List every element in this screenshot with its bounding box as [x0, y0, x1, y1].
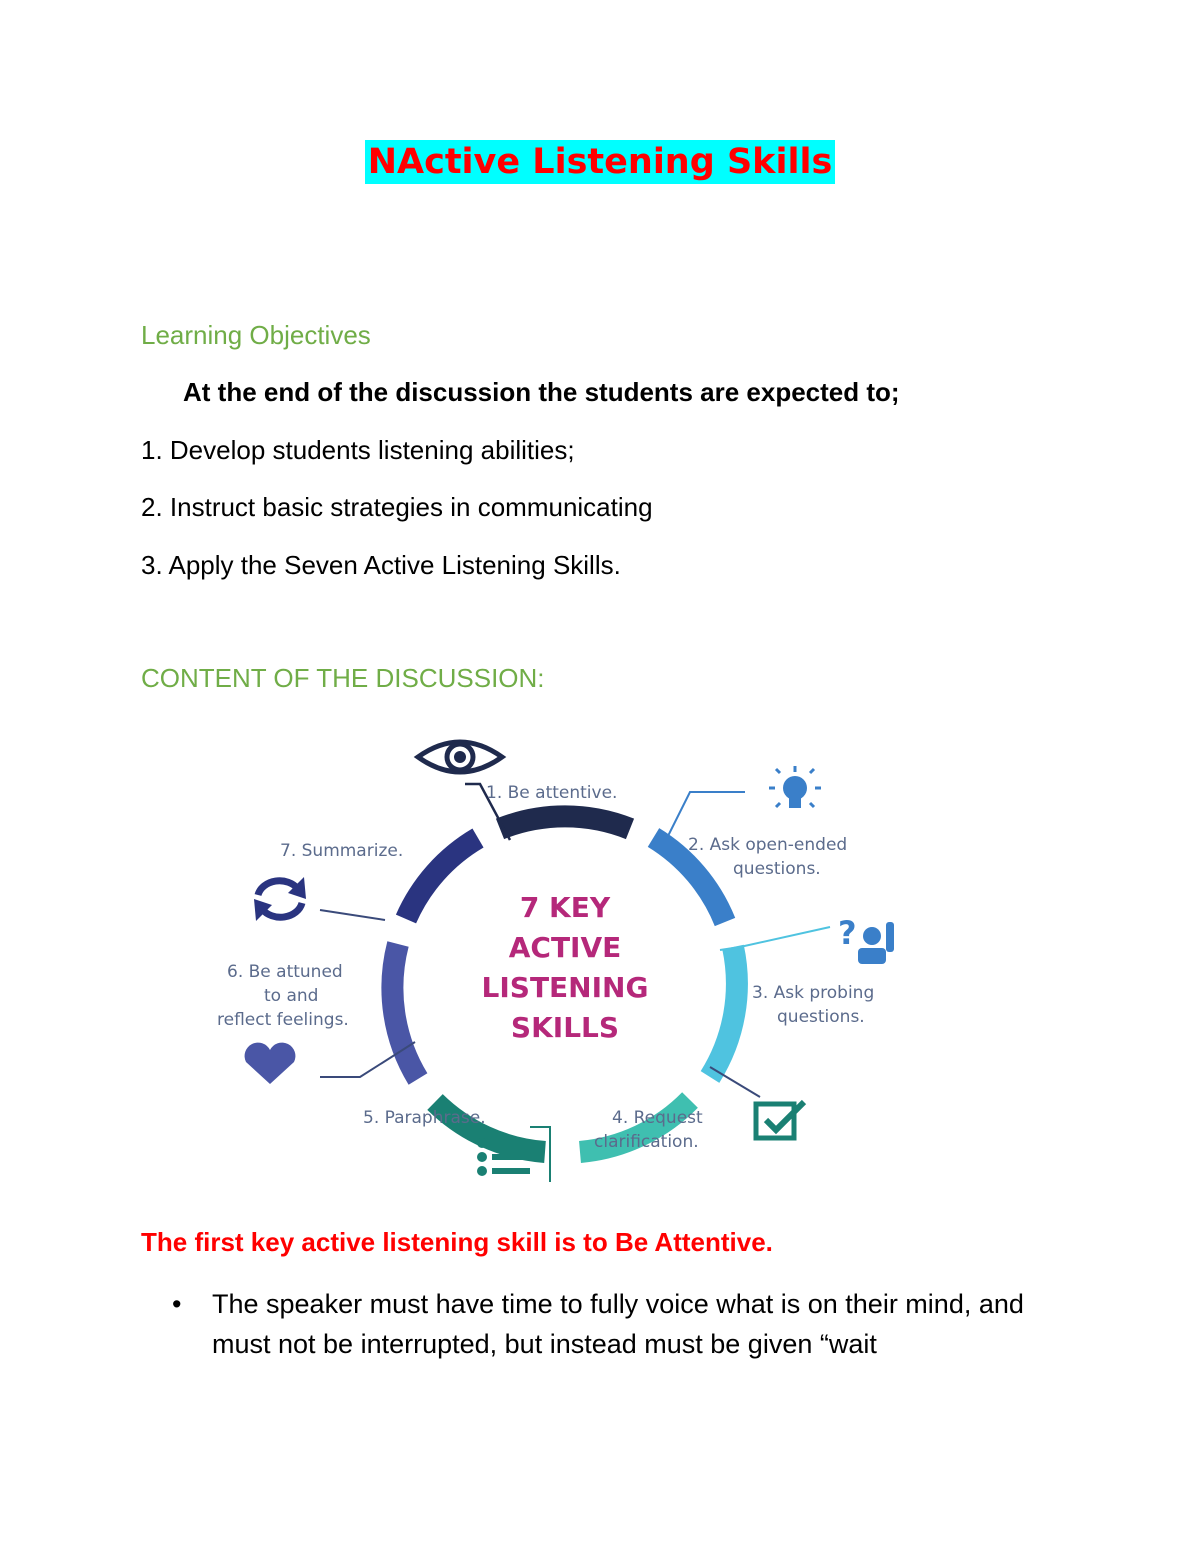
content-heading: CONTENT OF THE DISCUSSION: [141, 663, 545, 693]
center-line-4: SKILLS [510, 1011, 620, 1044]
refresh-icon [254, 877, 306, 921]
skill-3-label-line-1: 3. Ask probing [752, 983, 875, 1003]
connector-3 [720, 927, 830, 950]
connector-4 [710, 1067, 760, 1097]
center-line-1: 7 KEY [519, 891, 611, 924]
skill-6-label-line-1: 6. Be attuned [227, 962, 343, 982]
objective-item-1: 1. Develop students listening abilities; [141, 435, 575, 465]
svg-text:?: ? [838, 914, 857, 952]
skill-5-label: 5. Paraphrase. [363, 1108, 486, 1128]
eye-icon [418, 742, 502, 772]
lightbulb-icon [769, 766, 821, 808]
objective-item-2: 2. Instruct basic strategies in communicating [141, 492, 653, 522]
segment-7-arc [406, 838, 478, 919]
connector-7 [320, 910, 385, 920]
center-line-3: LISTENING [481, 971, 649, 1004]
document-title: NActive Listening Skills [365, 140, 836, 184]
learning-objectives-heading: Learning Objectives [141, 320, 371, 350]
skill-2-label-line-1: 2. Ask open-ended [688, 835, 848, 855]
skill-6-label-line-2: to and [264, 986, 319, 1006]
diagram-svg [180, 722, 1020, 1212]
objective-item-3: 3. Apply the Seven Active Listening Skills. [141, 550, 621, 580]
segment-3-arc [710, 947, 737, 1077]
bullet-item [172, 1284, 1052, 1364]
skill-4-label-line-2: clarification. [594, 1132, 699, 1152]
center-line-2: ACTIVE [508, 931, 622, 964]
question-person-icon [838, 914, 894, 964]
checkbox-icon [756, 1102, 804, 1138]
heart-icon [245, 1043, 296, 1084]
active-listening-diagram [180, 722, 1020, 1212]
learning-objectives-intro: At the end of the discussion the students are expected to; [183, 377, 900, 407]
skill-3-label-line-2: questions. [777, 1007, 865, 1027]
title-container [0, 140, 1200, 184]
skill-7-label: 7. Summarize. [280, 841, 404, 861]
skill-1-label: 1. Be attentive. [486, 783, 618, 803]
skill-6-label-line-3: reflect feelings. [217, 1010, 349, 1030]
list-icon [477, 1138, 530, 1176]
first-skill-heading: The first key active listening skill is to Be Attentive. [141, 1227, 773, 1257]
bullet-text: The speaker must have time to fully voice what is on their mind, and must not be interrupted, but instead must be given “wait [212, 1289, 1024, 1359]
bullet-dot: • [172, 1289, 182, 1319]
skill-2-label-line-2: questions. [733, 859, 821, 879]
skill-4-label-line-1: 4. Request [612, 1108, 703, 1128]
segment-1-arc [500, 816, 630, 829]
center-title [482, 891, 649, 1044]
segment-6-arc [392, 944, 418, 1079]
